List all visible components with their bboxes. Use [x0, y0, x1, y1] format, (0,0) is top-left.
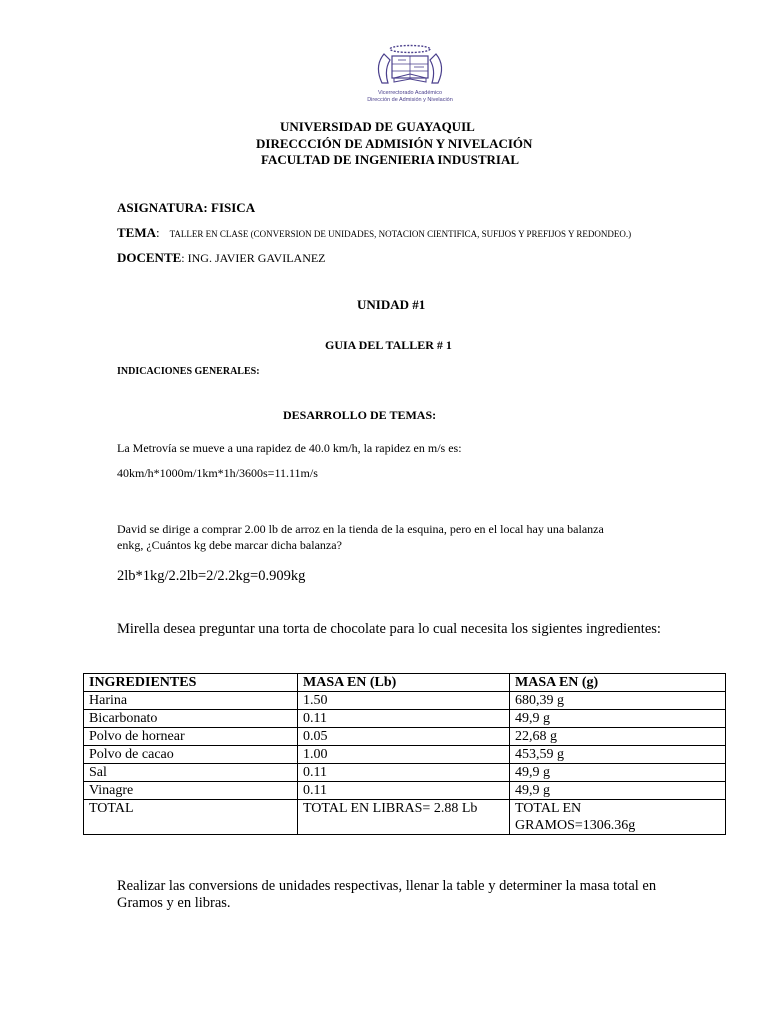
problem-2-text-2: enkg, ¿Cuántos kg debe marcar dicha balanza?: [117, 538, 342, 552]
asignatura: ASIGNATURA: FISICA: [117, 200, 256, 215]
desarrollo-temas: DESARROLLO DE TEMAS:: [283, 408, 437, 422]
total-g-line-1: TOTAL EN: [515, 801, 582, 816]
ingredient-name: Polvo de cacao: [84, 746, 298, 764]
guia-title: GUIA DEL TALLER # 1: [325, 338, 452, 352]
ingredient-lb: 0.11: [298, 764, 510, 782]
tema-label: TEMA: [117, 225, 156, 240]
table-row: [84, 710, 726, 728]
problem-2-text-1: David se dirige a comprar 2.00 lb de arroz en la tienda de la esquina, pero en el local hay una balanza: [117, 522, 604, 536]
problem-2-answer: 2lb*1kg/2.2lb=2/2.2kg=0.909kg: [117, 568, 306, 584]
header-facultad: FACULTAD DE INGENIERIA INDUSTRIAL: [261, 152, 520, 167]
header-masa-g: MASA EN (g): [510, 674, 726, 692]
header-masa-lb: MASA EN (Lb): [298, 674, 510, 692]
table-row: [84, 746, 726, 764]
tema-colon: :: [156, 225, 160, 240]
table-row: [84, 764, 726, 782]
tema-line: [117, 224, 631, 242]
ingredient-name: Polvo de hornear: [84, 728, 298, 746]
ingredient-name: Bicarbonato: [84, 710, 298, 728]
table-header-row: [84, 674, 726, 692]
docente-line: [117, 249, 326, 267]
table-total-row: [84, 800, 726, 835]
ingredient-g: 49,9 g: [510, 782, 726, 800]
ingredients-table: [83, 673, 726, 835]
problem-1-answer: 40km/h*1000m/1km*1h/3600s=11.11m/s: [117, 466, 318, 480]
ingredient-lb: 0.11: [298, 710, 510, 728]
ingredient-g: 49,9 g: [510, 764, 726, 782]
table-row: [84, 728, 726, 746]
tema-value: TALLER EN CLASE (CONVERSION DE UNIDADES, NOTACION CIENTIFICA, SUFIJOS Y PREFIJOS Y REDONDEO.): [169, 229, 632, 239]
ingredient-g: 680,39 g: [510, 692, 726, 710]
ingredient-lb: 1.50: [298, 692, 510, 710]
total-g: [510, 800, 726, 835]
ingredient-name: Harina: [84, 692, 298, 710]
header-ingredientes: INGREDIENTES: [84, 674, 298, 692]
ingredient-g: 22,68 g: [510, 728, 726, 746]
closing-line-1: Realizar las conversions de unidades respectivas, llenar la table y determiner la masa total en: [117, 878, 657, 894]
header-direccion: DIRECCCIÓN DE ADMISIÓN Y NIVELACIÓN: [256, 136, 533, 151]
docente-label: DOCENTE: [117, 250, 182, 265]
total-label: TOTAL: [84, 800, 298, 835]
logo-caption-1: Vicerrectorado Académico: [377, 90, 443, 96]
ingredient-name: Vinagre: [84, 782, 298, 800]
ingredient-lb: 0.11: [298, 782, 510, 800]
table-row: [84, 692, 726, 710]
total-g-line-2: GRAMOS=1306.36g: [515, 818, 636, 833]
header-university: UNIVERSIDAD DE GUAYAQUIL: [280, 119, 475, 134]
problem-1-text: La Metrovía se mueve a una rapidez de 40.0 km/h, la rapidez en m/s es:: [117, 441, 462, 455]
logo-caption-2: Dirección de Admisión y Nivelación: [367, 97, 453, 103]
ingredient-g: 453,59 g: [510, 746, 726, 764]
ingredient-name: Sal: [84, 764, 298, 782]
problem-3-text: Mirella desea preguntar una torta de chocolate para lo cual necesita los sigientes ingredientes:: [117, 621, 661, 637]
indicaciones-generales: INDICACIONES GENERALES:: [117, 366, 260, 377]
ingredient-lb: 0.05: [298, 728, 510, 746]
docente-value: : ING. JAVIER GAVILANEZ: [181, 251, 326, 265]
total-lb: TOTAL EN LIBRAS= 2.88 Lb: [298, 800, 510, 835]
ingredient-g: 49,9 g: [510, 710, 726, 728]
table-row: [84, 782, 726, 800]
unidad-title: UNIDAD #1: [357, 297, 426, 312]
ingredient-lb: 1.00: [298, 746, 510, 764]
closing-line-2: Gramos y en libras.: [117, 895, 231, 911]
